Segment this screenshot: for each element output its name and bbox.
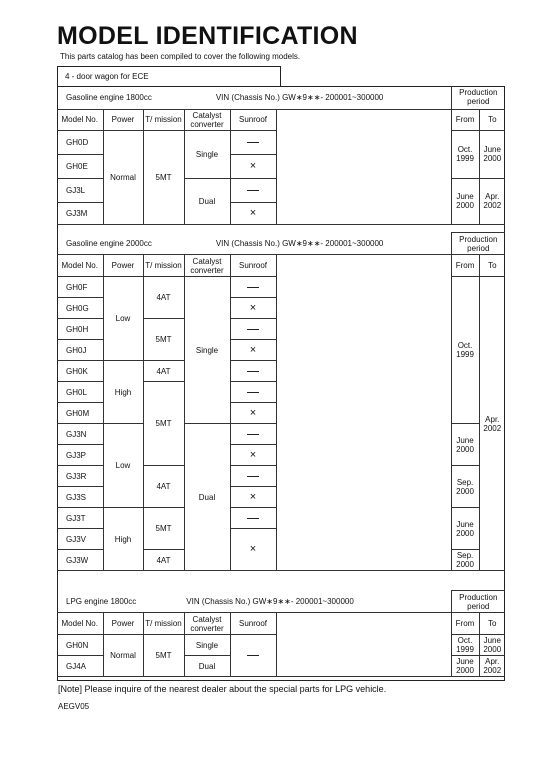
catalyst-cell: Dual xyxy=(184,178,230,224)
col-power: Power xyxy=(103,613,143,635)
model-code: GH0J xyxy=(57,340,103,361)
model-code: GH0L xyxy=(57,382,103,403)
col-model-no: Model No. xyxy=(57,109,103,130)
sunroof-equipped: × xyxy=(230,202,276,224)
model-code: GJ3M xyxy=(57,202,103,224)
section-gasoline-2000 xyxy=(57,232,505,571)
period-from: Oct. 1999 xyxy=(451,635,479,656)
dash-mark xyxy=(247,142,259,143)
dash-mark xyxy=(247,371,259,372)
sunroof-none xyxy=(230,361,276,382)
model-code: GH0N xyxy=(57,635,103,656)
col-catalyst: Catalyst converter xyxy=(184,613,230,635)
transmission-cell: 4AT xyxy=(143,466,184,508)
catalyst-cell: Dual xyxy=(184,656,230,677)
period-to: Apr. 2002 xyxy=(479,178,505,224)
dash-mark xyxy=(247,392,259,393)
period-from: June 2000 xyxy=(451,424,479,466)
period-from: June 2000 xyxy=(451,508,479,550)
col-catalyst: Catalyst converter xyxy=(184,109,230,130)
transmission-cell: 5MT xyxy=(143,319,184,361)
model-code: GJ3P xyxy=(57,445,103,466)
transmission-cell: 4AT xyxy=(143,550,184,571)
sunroof-equipped: × xyxy=(230,154,276,178)
col-model-no: Model No. xyxy=(57,613,103,635)
power-cell: Low xyxy=(103,424,143,508)
model-code: GH0M xyxy=(57,403,103,424)
transmission-cell: 5MT xyxy=(143,382,184,466)
blank-column xyxy=(276,255,451,571)
dash-mark xyxy=(247,518,259,519)
model-code: GJ3W xyxy=(57,550,103,571)
col-to: To xyxy=(479,613,505,635)
lpg-note: [Note] Please inquire of the nearest dealer about the special parts for LPG vehicle. xyxy=(58,684,387,694)
sunroof-none xyxy=(230,319,276,340)
period-to: June 2000 xyxy=(479,130,505,178)
dash-mark xyxy=(247,434,259,435)
engine-label: Gasoline engine 1800cc xyxy=(66,92,152,102)
period-from: June 2000 xyxy=(451,656,479,677)
power-cell: High xyxy=(103,508,143,571)
section-gasoline-1800 xyxy=(57,86,505,225)
vehicle-scope-label: 4 - door wagon for ECE xyxy=(57,66,281,86)
model-code: GJ3T xyxy=(57,508,103,529)
sunroof-none xyxy=(230,382,276,403)
model-code: GJ3S xyxy=(57,487,103,508)
period-to: Apr. 2002 xyxy=(479,277,505,571)
vin-label: VIN (Chassis No.) GW∗9∗∗- 200001~300000 xyxy=(215,238,384,248)
transmission-cell: 4AT xyxy=(143,277,184,319)
col-from: From xyxy=(451,109,479,130)
engine-header xyxy=(57,591,451,613)
vin-label: VIN (Chassis No.) GW∗9∗∗- 200001~300000 xyxy=(215,92,384,102)
col-transmission: T/ mission xyxy=(143,109,184,130)
transmission-cell: 4AT xyxy=(143,361,184,382)
col-transmission: T/ mission xyxy=(143,613,184,635)
sunroof-none xyxy=(230,178,276,202)
catalyst-cell: Single xyxy=(184,277,230,424)
period-from: Sep. 2000 xyxy=(451,550,479,571)
blank-column xyxy=(276,613,451,677)
transmission-cell: 5MT xyxy=(143,508,184,550)
sunroof-none xyxy=(230,508,276,529)
dash-mark xyxy=(247,287,259,288)
col-transmission: T/ mission xyxy=(143,255,184,277)
model-code: GJ3R xyxy=(57,466,103,487)
period-to: June 2000 xyxy=(479,635,505,656)
blank-column xyxy=(276,109,451,224)
col-sunroof: Sunroof xyxy=(230,109,276,130)
model-code: GH0H xyxy=(57,319,103,340)
sunroof-equipped: × xyxy=(230,487,276,508)
engine-header xyxy=(57,233,451,255)
power-cell: Normal xyxy=(103,130,143,224)
model-code: GJ3V xyxy=(57,529,103,550)
production-period-header: Production period xyxy=(451,233,505,255)
period-to: Apr. 2002 xyxy=(479,656,505,677)
sunroof-equipped: × xyxy=(230,445,276,466)
sunroof-none xyxy=(230,466,276,487)
engine-header xyxy=(57,86,451,109)
dash-mark xyxy=(247,329,259,330)
col-sunroof: Sunroof xyxy=(230,613,276,635)
catalyst-cell: Single xyxy=(184,130,230,178)
power-cell: High xyxy=(103,361,143,424)
col-to: To xyxy=(479,109,505,130)
col-to: To xyxy=(479,255,505,277)
col-catalyst: Catalyst converter xyxy=(184,255,230,277)
col-power: Power xyxy=(103,255,143,277)
sunroof-equipped: × xyxy=(230,529,276,571)
sunroof-none xyxy=(230,424,276,445)
model-code: GH0F xyxy=(57,277,103,298)
model-code: GJ3N xyxy=(57,424,103,445)
model-code: GH0E xyxy=(57,154,103,178)
dash-mark xyxy=(247,655,259,656)
power-cell: Normal xyxy=(103,635,143,677)
col-model-no: Model No. xyxy=(57,255,103,277)
model-code: GH0G xyxy=(57,298,103,319)
dash-mark xyxy=(247,476,259,477)
power-cell: Low xyxy=(103,277,143,361)
engine-label: LPG engine 1800cc xyxy=(66,596,137,606)
dash-mark xyxy=(247,190,259,191)
model-code: GH0K xyxy=(57,361,103,382)
col-power: Power xyxy=(103,109,143,130)
page-title: MODEL IDENTIFICATION xyxy=(57,22,358,50)
sunroof-none xyxy=(230,130,276,154)
transmission-cell: 5MT xyxy=(143,635,184,677)
period-from: Oct. 1999 xyxy=(451,277,479,424)
vin-label: VIN (Chassis No.) GW∗9∗∗- 200001~300000 xyxy=(186,596,354,606)
catalyst-cell: Dual xyxy=(184,424,230,571)
sunroof-equipped: × xyxy=(230,298,276,319)
model-code: GJ3L xyxy=(57,178,103,202)
period-from: Oct. 1999 xyxy=(451,130,479,178)
transmission-cell: 5MT xyxy=(143,130,184,224)
document-code: AEGV05 xyxy=(58,702,90,711)
section-lpg-1800 xyxy=(57,590,505,677)
production-period-header: Production period xyxy=(451,86,505,109)
sunroof-none xyxy=(230,277,276,298)
engine-label: Gasoline engine 2000cc xyxy=(66,238,152,248)
model-code: GJ4A xyxy=(57,656,103,677)
catalyst-cell: Single xyxy=(184,635,230,656)
production-period-header: Production period xyxy=(451,591,505,613)
model-code: GH0D xyxy=(57,130,103,154)
sunroof-equipped: × xyxy=(230,340,276,361)
sunroof-equipped: × xyxy=(230,403,276,424)
col-from: From xyxy=(451,255,479,277)
col-from: From xyxy=(451,613,479,635)
col-sunroof: Sunroof xyxy=(230,255,276,277)
period-from: June 2000 xyxy=(451,178,479,224)
subtitle: This parts catalog has been compiled to cover the following models. xyxy=(60,52,301,61)
sunroof-none xyxy=(230,635,276,677)
period-from: Sep. 2000 xyxy=(451,466,479,508)
